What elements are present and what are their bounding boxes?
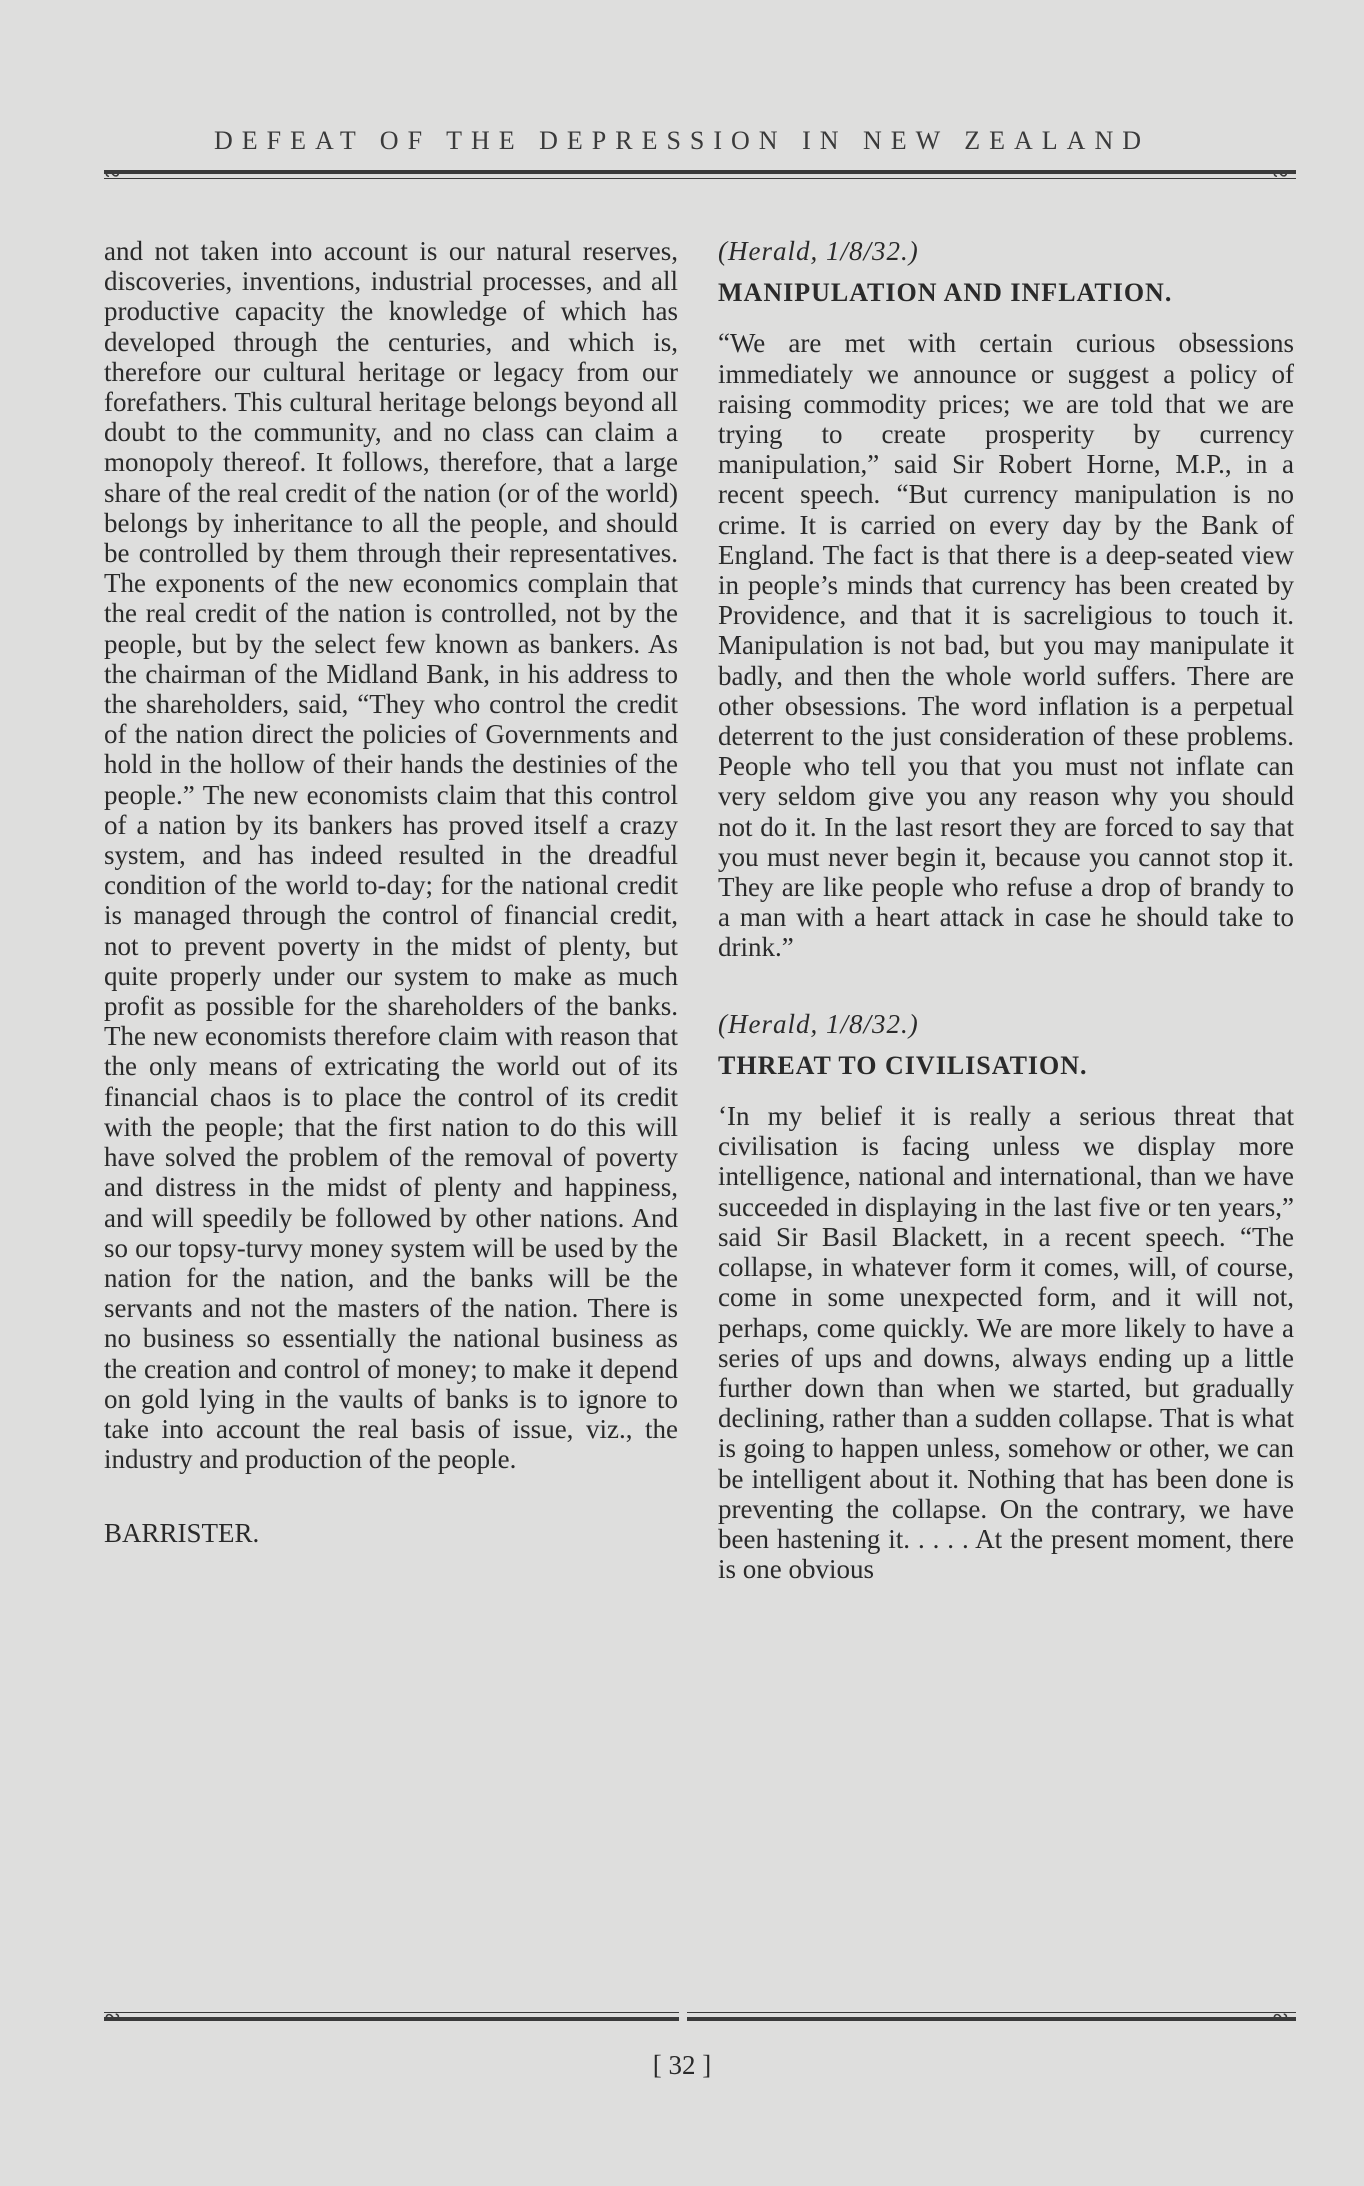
bottom-rule-ornament-right-icon: ∾: [1272, 2006, 1289, 2028]
section1-paragraph: “We are met with certain curious obsessions immediately we announce or suggest a policy of raising commodity prices; we are told that we are trying to create prosperity by currency manipulation,” said Sir Robert Horne, M.P., in a recent speech. “But currency manipulation is no crime. It is carried on every day by the Bank of England. The fact is that there is a deep-seated view in people’s minds that currency has been created by Providence, and that it is sacreligious to touch it. Manipulation is not bad, but you may manipulate it badly, and then the whole world suffers. There are other obsessions. The word inflation is a perpetual deterrent to the just consideration of these problems. People who tell you that you must not inflate can very seldom give you any reason why you should not do it. In the last resort they are forced to say that you must never begin it, because you cannot stop it. They are like people who refuse a drop of brandy to a man with a heart attack in case he should take to drink.”: [718, 328, 1294, 963]
section2-paragraph: ‘In my belief it is really a serious threat that civilisation is facing unless we display more intelligence, national and international, than we have succeeded in displaying in the last five or ten years,” said Sir Basil Blackett, in a recent speech. “The collapse, in whatever form it comes, will, of course, come in some unexpected form, and it will not, perhaps, come quickly. We are more likely to have a series of ups and downs, always ending up a little further down than when we started, but gradually declining, rather than a sudden collapse. That is what is going to happen unless, somehow or other, we can be intelligent about it. Nothing that has been done is preventing the collapse. On the contrary, we have been hastening it. . . . . At the present moment, there is one obvious: [718, 1101, 1294, 1585]
bottom-rule-ornament-left-icon: ∾: [104, 2006, 121, 2028]
top-rule: [104, 170, 1296, 179]
right-column: [718, 236, 1294, 1584]
page-number: [ 32 ]: [652, 2050, 712, 2080]
signature: BARRISTER.: [104, 1518, 260, 1549]
section1-heading: MANIPULATION AND INFLATION.: [718, 278, 1173, 308]
rule-ornament-right-icon: ∾: [1272, 163, 1289, 185]
left-column: [104, 236, 678, 1549]
section1-dateline: (Herald, 1/8/32.): [718, 236, 919, 266]
left-column-paragraph: and not taken into account is our natural reserves, discoveries, inventions, industrial processes, and all productive capacity the knowledge of which has developed through the centuries, and which is, therefore our cultural heritage or legacy from our forefathers. This cultural heritage belongs beyond all doubt to the community, and no class can claim a monopoly thereof. It follows, therefore, that a large share of the real credit of the nation (or of the world) belongs by inheritance to all the people, and should be controlled by them through their representatives. The exponents of the new economics complain that the real credit of the nation is controlled, not by the people, but by the select few known as bankers. As the chairman of the Midland Bank, in his address to the shareholders, said, “They who control the credit of the nation direct the policies of Governments and hold in the hollow of their hands the destinies of the people.” The new economists claim that this control of a nation by its bankers has proved itself a crazy system, and has indeed resulted in the dreadful condition of the world to-day; for the national credit is managed through the control of financial credit, not to prevent poverty in the midst of plenty, but quite properly under our system to make as much profit as possible for the shareholders of the banks. The new economists therefore claim with reason that the only means of extricating the world out of its financial chaos is to place the control of its credit with the people; that the first nation to do this will have solved the problem of the removal of poverty and distress in the midst of plenty and happiness, and will speedily be followed by other nations. And so our topsy-turvy money system will be used by the nation for the nation, and the banks will be the servants and not the masters of the nation. There is no business so essentially the national business as the creation and control of money; to make it depend on gold lying in the vaults of banks is to ignore to take into account the real basis of issue, viz., the industry and production of the people.: [104, 236, 678, 1475]
running-head: DEFEAT OF THE DEPRESSION IN NEW ZEALAND: [214, 126, 1150, 155]
section2-dateline: (Herald, 1/8/32.): [718, 1008, 919, 1039]
section2-heading: THREAT TO CIVILISATION.: [718, 1050, 1088, 1080]
section-spacer: [718, 963, 1294, 1009]
rule-ornament-left-icon: ∾: [104, 163, 121, 185]
bottom-rule: [104, 2012, 1296, 2021]
